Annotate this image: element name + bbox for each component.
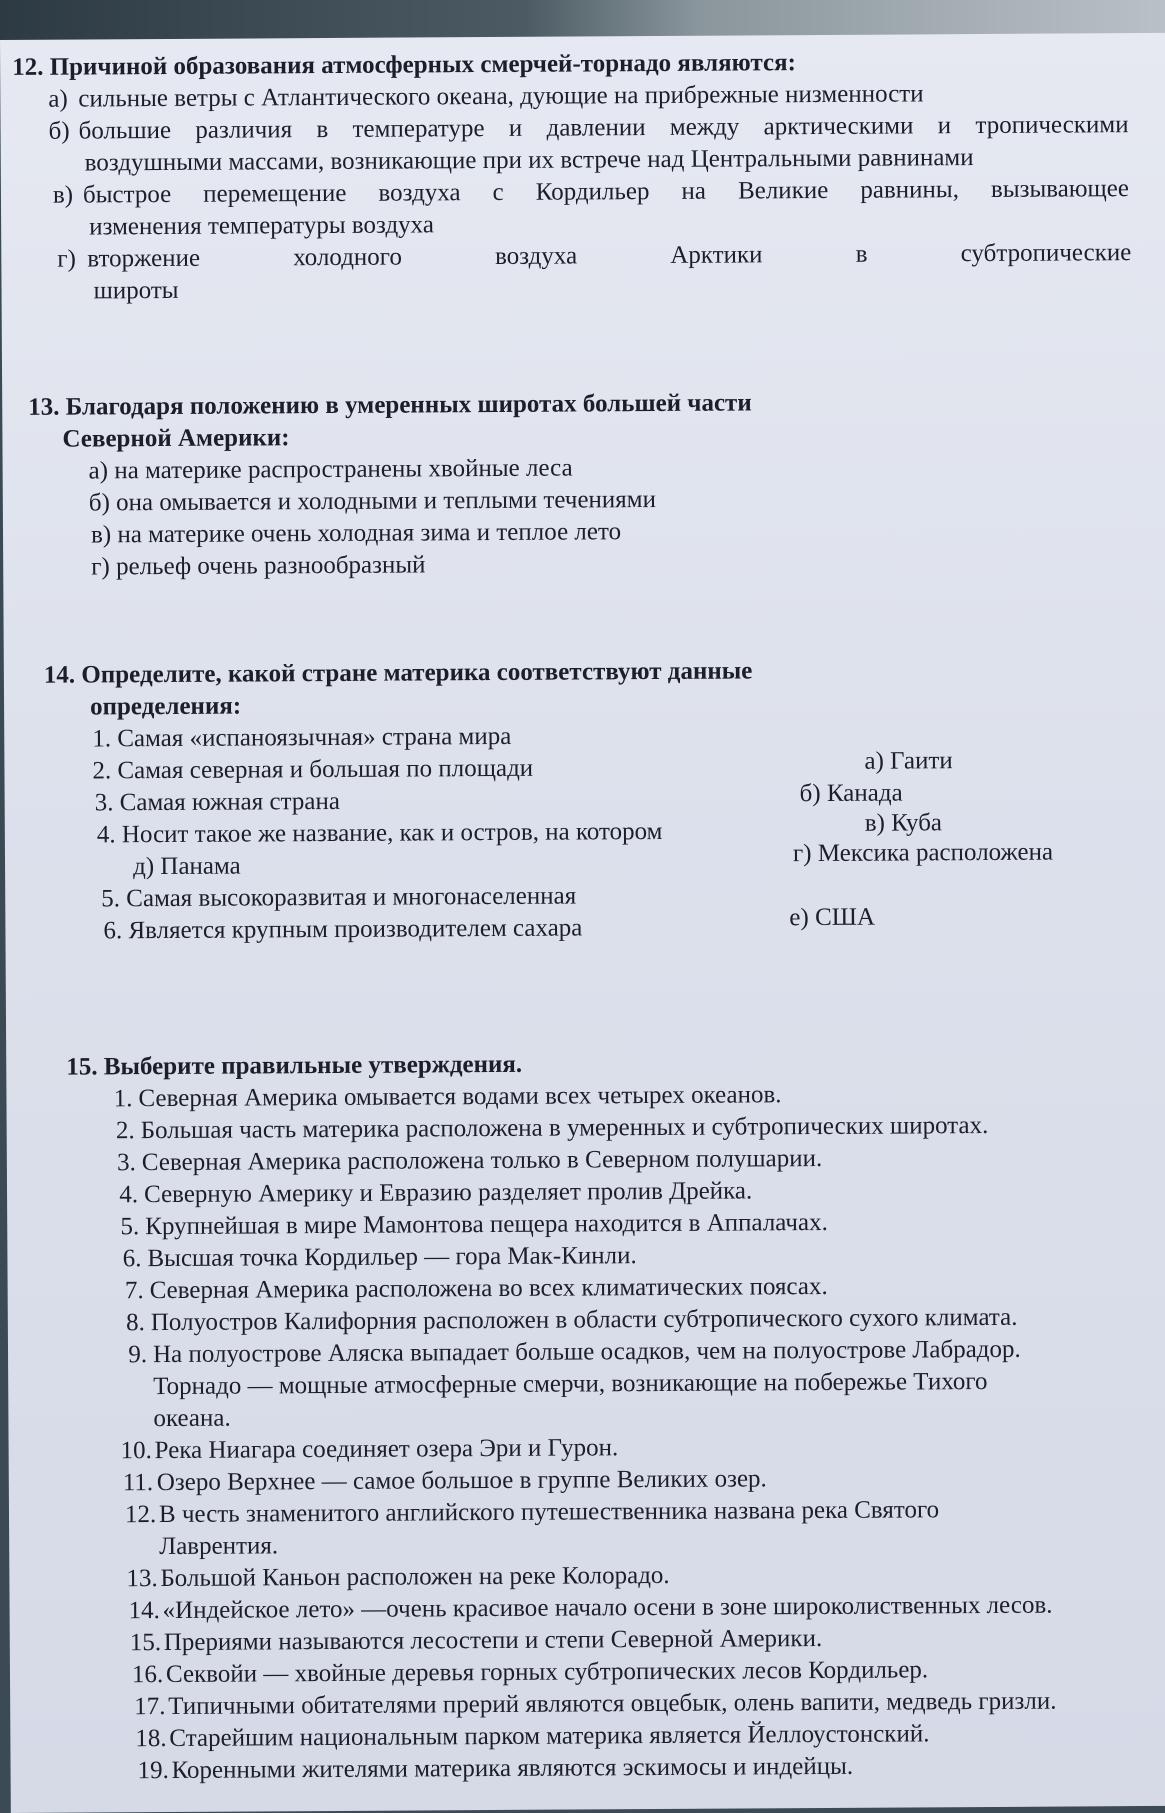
question-15 (6, 1045, 1165, 1788)
question-14-title-line-2: определения: (89, 692, 242, 721)
question-12-option-v: в) быстрое перемещение воздуха с Кордильер на Великие равнины, вызывающее изменения температуры воздуха (52, 175, 1130, 241)
statement-text: Коренными жителями материка являются эскимосы и индейцы. (171, 1752, 854, 1784)
question-12-title: 12. Причиной образования атмосферных смерчей-торнадо являются: (12, 49, 797, 81)
question-13-option-a: а) на материке распространены хвойные леса (88, 454, 573, 485)
statement-text: Северную Америку и Евразию разделяет пролив Дрейка. (143, 1177, 753, 1209)
question-13-option-b: б) она омывается и холодными и теплыми течениями (88, 486, 657, 517)
statement-number: 14. (128, 1597, 160, 1625)
statement-text: Большая часть материка расположена в умеренных и субтропических широтах. (140, 1111, 989, 1145)
statement-text: Типичными обитателями прерий являются овцебык, олень вапити, медведь гризли. (168, 1687, 1057, 1721)
statement-text: Северная Америка расположена во всех климатических поясах. (149, 1272, 828, 1305)
statement-9-continuation: Торнадо — мощные атмосферные смерчи, возникающие на побережье Тихого (153, 1367, 988, 1401)
statement-text: Северная Америка расположена только в Северном полушарии. (141, 1144, 823, 1177)
worksheet-page (0, 33, 1165, 1813)
statement-text: В честь знаменитого английского путешественника названа река Святого (158, 1496, 940, 1529)
statement-12-continuation: Лаврентия. (159, 1532, 279, 1561)
statement-text: Крупнейшая в мире Мамонтова пещера находится в Аппалачах. (145, 1208, 828, 1241)
question-12-option-b: б) большие различия в температуре и давлении между арктическими и тропическими воздушными массами, возникающие при их встрече над Центральными равнинами (48, 111, 1129, 177)
statement-text: Прериями называются лесостепи и степи Северной Америки. (163, 1625, 823, 1657)
question-14-answer-d: д) Панама (132, 852, 241, 881)
statement-number: 12. (124, 1501, 157, 1529)
question-14-item-6: 6. Является крупным производителем сахара (103, 914, 583, 945)
statement-number: 11. (122, 1469, 154, 1497)
statement-19 (10, 1749, 1165, 1788)
question-13-option-g: г) рельеф очень разнообразный (91, 551, 426, 581)
statement-text: На полуострове Аляска выпадает больше осадков, чем на полуострове Лабрадор. (152, 1335, 1021, 1369)
statement-number: 3. (117, 1149, 136, 1177)
statement-number: 9. (128, 1341, 148, 1369)
statement-text: Озеро Верхнее — самое большое в группе Великих озер. (156, 1465, 767, 1497)
question-14-item-3: 3. Самая южная страна (94, 787, 340, 817)
question-14-title-line-1: 14. Определите, какой стране материка соответствуют данные (43, 657, 753, 689)
statement-number: 18. (135, 1725, 167, 1753)
statement-number: 13. (126, 1565, 158, 1593)
statement-text: «Индейское лето» —очень красивое начало осени в зоне широколиственных лесов. (162, 1591, 1053, 1625)
statement-text: Полуостров Калифорния расположен в области субтропического сухого климата. (150, 1303, 1018, 1337)
statement-text: Большой Каньон расположен на реке Колорадо. (160, 1561, 670, 1593)
statement-text: Старейшим национальным парком материка является Йеллоустонский. (169, 1720, 930, 1752)
statement-number: 5. (120, 1213, 140, 1241)
statement-text: Секвойи — хвойные деревья горных субтропических лесов Кордильер. (165, 1656, 929, 1689)
question-14-item-4: 4. Носит такое же название, как и остров, на котором (96, 817, 663, 849)
statement-number: 17. (134, 1693, 166, 1721)
question-14 (4, 653, 1165, 945)
statement-number: 7. (124, 1277, 144, 1305)
question-14-item-5: 5. Самая высокоразвитая и многонаселенная (101, 882, 577, 913)
question-13-option-v: в) на материке очень холодная зима и теплое лето (90, 518, 622, 549)
question-12-option-g: г) вторжение холодного воздуха Арктики в субтропические широты (57, 239, 1132, 305)
question-13 (2, 385, 1165, 584)
question-14-answer-e: е) США (789, 903, 876, 932)
question-12-option-a: а) сильные ветры с Атлантического океана, дующие на прибрежные низменности (48, 80, 924, 113)
question-14-answer-g: г) Мексика расположена (792, 838, 1054, 868)
statement-number: 19. (137, 1757, 169, 1785)
statement-number: 16. (131, 1661, 164, 1689)
statement-number: 10. (120, 1437, 152, 1465)
statement-number: 4. (119, 1181, 139, 1209)
question-13-title-line-2: Северной Америки: (62, 424, 290, 453)
question-14-answer-b: б) Канада (799, 779, 903, 808)
question-14-item-2: 2. Самая северная и большая по площади (92, 754, 534, 785)
statement-number: 15. (129, 1629, 162, 1657)
statement-text: Северная Америка омывается водами всех четырех океанов. (138, 1081, 782, 1113)
statement-number: 6. (122, 1245, 142, 1273)
question-14-item-1: 1. Самая «испаноязычная» страна мира (92, 722, 512, 753)
statement-number: 8. (126, 1309, 145, 1337)
statement-text: Высшая точка Кордильер — гора Мак-Кинли. (147, 1242, 637, 1273)
statement-number: 2. (115, 1117, 135, 1145)
statement-9-continuation: океана. (153, 1404, 231, 1433)
statement-number: 1. (113, 1085, 133, 1113)
question-15-statements (6, 1077, 1165, 1788)
question-15-title: 15. Выберите правильные утверждения. (66, 1050, 523, 1081)
question-14-answer-a: а) Гаити (864, 747, 953, 775)
statement-text: Река Ниагара соединяет озера Эри и Гурон. (154, 1434, 619, 1465)
question-14-answer-v: в) Куба (864, 809, 943, 837)
question-12 (0, 45, 1165, 308)
question-13-title-line-1: 13. Благодаря положению в умеренных широтах большей части (28, 389, 752, 421)
